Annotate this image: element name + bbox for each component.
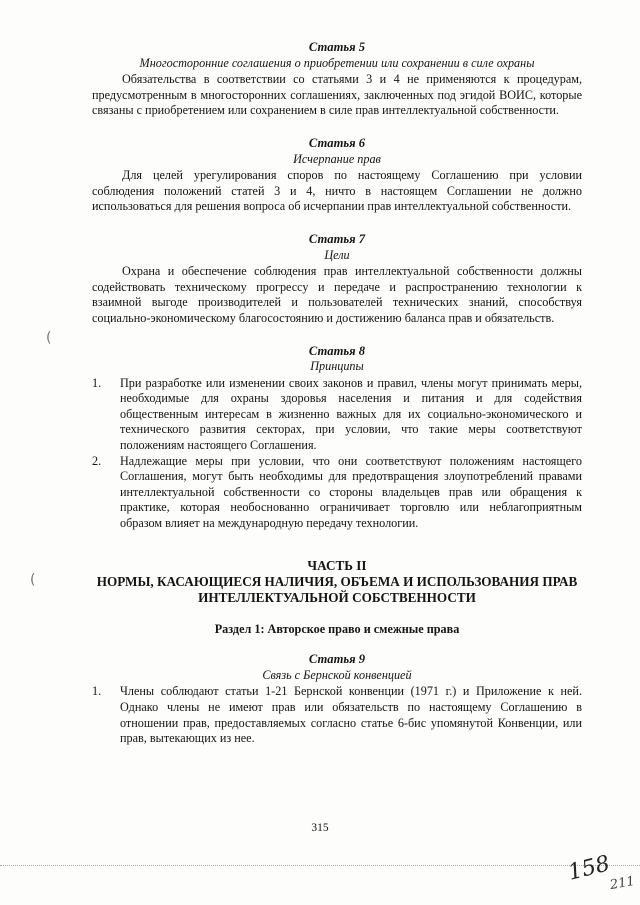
article-8-paragraph-1 — [92, 376, 582, 454]
article-5-title: Статья 5 — [308, 40, 366, 54]
article-6-text: Для целей урегулирования споров по настоящему Соглашению при условии соблюдения положений статей 3 и 4, ничто в настоящем Соглашении не должно использоваться для решения вопроса об исчерпании прав интеллектуальной собственности. — [92, 168, 582, 214]
paragraph-number: 2. — [92, 453, 102, 468]
article-8-title: Статья 8 — [308, 343, 366, 358]
margin-bracket-mark: ( — [30, 572, 36, 588]
article-9-subtitle: Связь с Бернской конвенцией — [262, 667, 412, 682]
paragraph-text: Надлежащие меры при условии, что они соответствуют положениям настоящего Соглашения, могут быть необходимы для предотвращения злоупотреблений правами интеллектуальной собственности со стороны владельцев прав или обращения к практике, которая необоснованно ограничивает торговлю или неблагоприятным образом влияет на международную передачу технологии. — [120, 453, 582, 531]
part-2-heading: ЧАСТЬ II — [307, 557, 367, 573]
page-number: 315 — [311, 822, 329, 834]
section-1-title: Раздел 1: Авторское право и смежные права — [214, 621, 460, 636]
part-2-title: НОРМЫ, КАСАЮЩИЕСЯ НАЛИЧИЯ, ОБЪЕМА И ИСПОЛЬЗОВАНИЯ ПРАВ ИНТЕЛЛЕКТУАЛЬНОЙ СОБСТВЕННОСТИ — [96, 573, 578, 605]
paragraph-number: 1. — [92, 684, 102, 699]
paragraph-text: При разработке или изменении своих законов и правил, члены могут принимать меры, необходимые для охраны здоровья населения и питания и для содействия общественным интересам в жизненно важных для их социально-экономического и технического развития секторах, при условии, что такие меры соответствуют положениям настоящего Соглашения. — [120, 375, 582, 453]
article-8 — [92, 344, 582, 532]
handwritten-page-number: 158 — [565, 851, 613, 886]
article-6-title: Статья 6 — [308, 135, 366, 150]
paragraph-text: Члены соблюдают статьи 1-21 Бернской конвенции (1971 г.) и Приложение к ней. Однако члены не имеют прав или обязательств по настоящему Соглашению в отношении прав, предоставляемых согласно статье 6-бис упомянутой Конвенции, или прав, вытекающих из нее. — [120, 684, 582, 746]
document-page — [92, 40, 582, 747]
article-5-subtitle: Многосторонние соглашения о приобретении или сохранении в силе охраны — [139, 55, 535, 70]
article-9 — [92, 652, 582, 747]
article-8-subtitle: Принципы — [310, 359, 364, 374]
article-6 — [92, 136, 582, 215]
handwritten-note: 211 — [608, 873, 636, 894]
article-7 — [92, 232, 582, 327]
article-7-title: Статья 7 — [308, 231, 366, 246]
article-6-subtitle: Исчерпание прав — [293, 151, 381, 166]
paragraph-number: 1. — [92, 375, 102, 390]
article-5-text: Обязательства в соответствии со статьями 3 и 4 не применяются к процедурам, предусмотренным в многосторонних соглашениях, заключенных под эгидой ВОИС, которые связаны с приобретением или сохранением в силе прав интеллектуальной собственности. — [92, 72, 582, 118]
scan-artifact-line — [0, 865, 640, 866]
margin-bracket-mark: ( — [46, 330, 52, 346]
article-7-text: Охрана и обеспечение соблюдения прав интеллектуальной собственности должны содействовать техническому прогрессу и передаче и распространению технологии к взаимной выгоде производителей и пользователей технических знаний, способствуя социально-экономическому благосостоянию и достижению баланса прав и обязательств. — [92, 264, 582, 325]
article-9-paragraph-1 — [92, 684, 582, 746]
article-8-paragraph-2 — [92, 454, 582, 532]
article-5 — [92, 40, 582, 119]
article-7-subtitle: Цели — [324, 247, 350, 262]
part-2 — [92, 558, 582, 638]
article-9-title: Статья 9 — [308, 652, 366, 667]
